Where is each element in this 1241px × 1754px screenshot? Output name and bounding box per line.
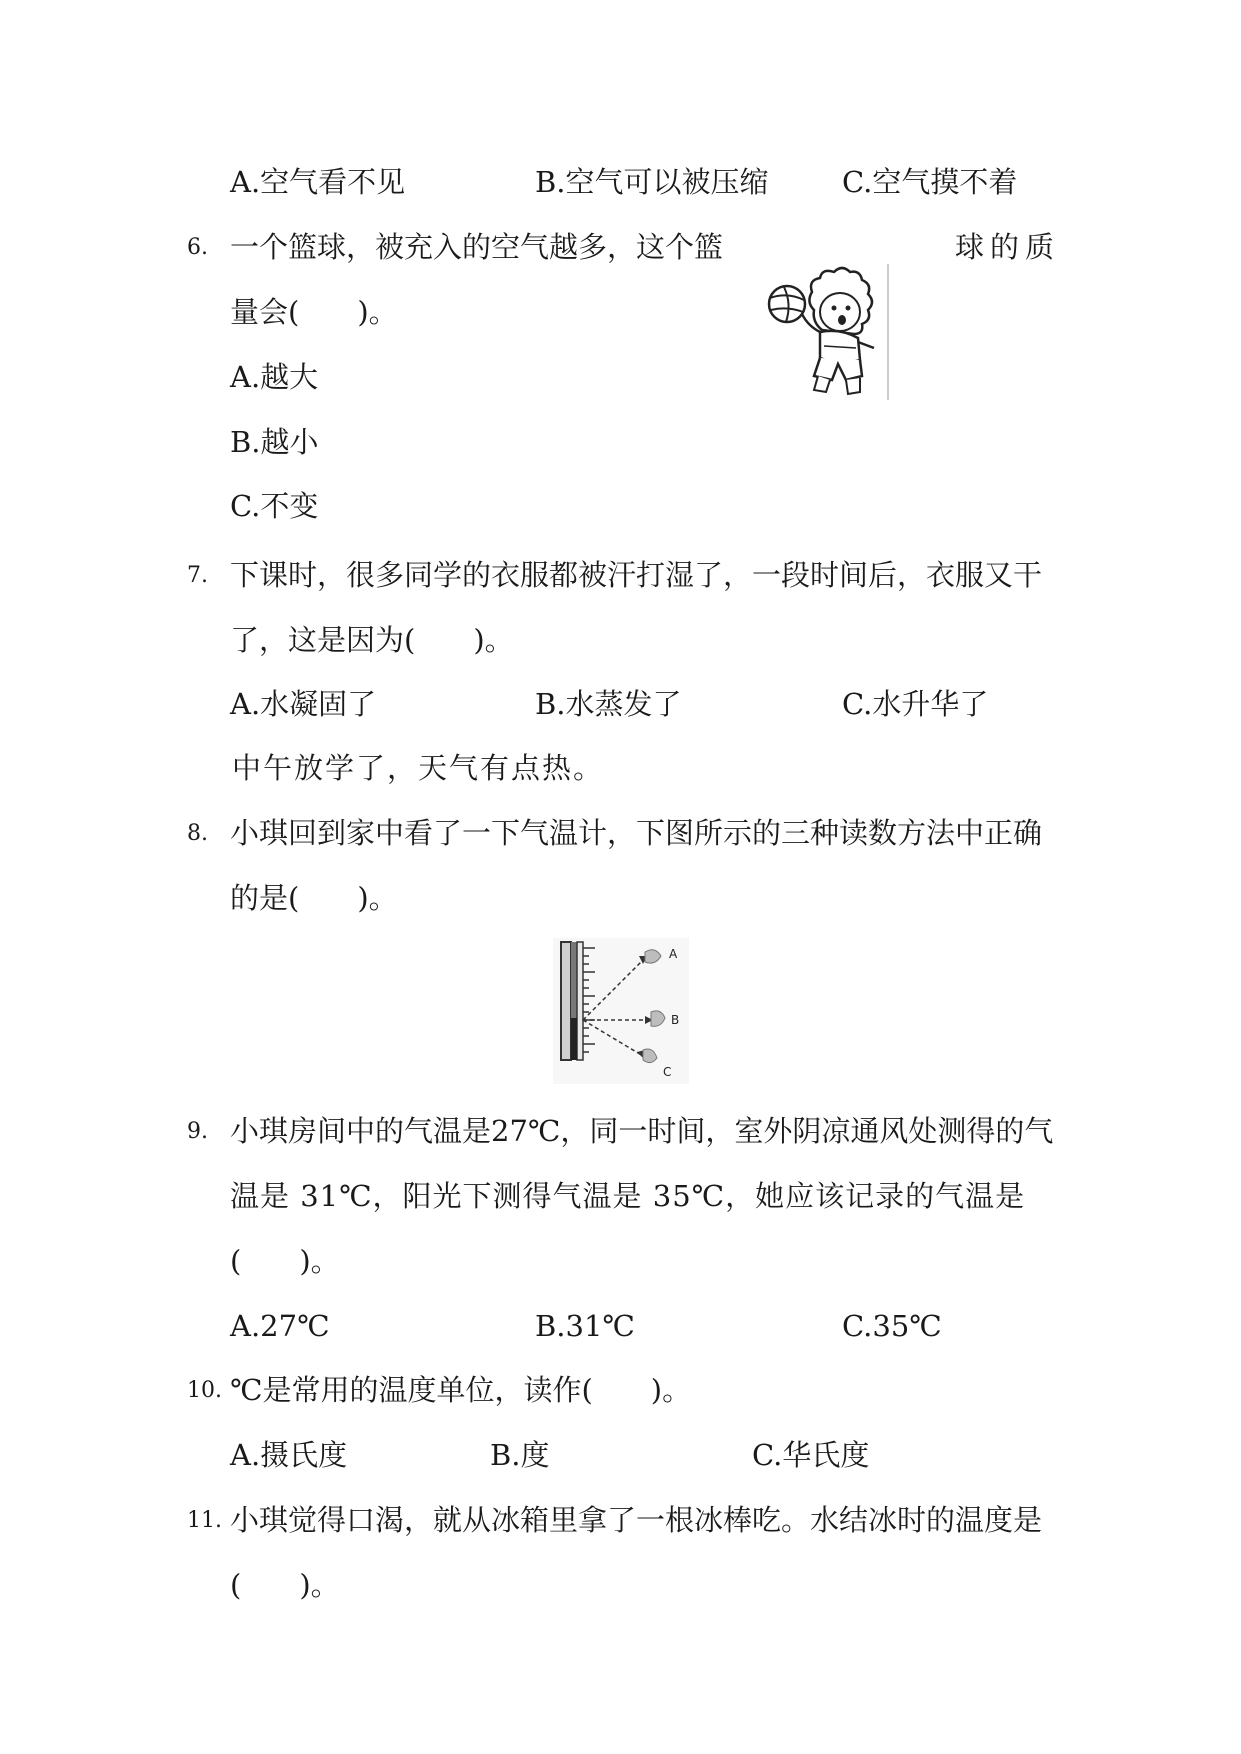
- q10-option-c: C.华氏度: [752, 1438, 870, 1472]
- q7-option-a: A.水凝固了: [230, 687, 377, 721]
- question-text-line: 了，这是因为( )。: [230, 623, 514, 657]
- q7-option-b: B.水蒸发了: [535, 687, 682, 721]
- question-text-line: 温是 31℃，阳光下测得气温是 35℃，她应该记录的气温是: [230, 1179, 1026, 1213]
- question-text-line: ℃是常用的温度单位，读作( )。: [230, 1373, 692, 1407]
- thermometer-reading-figure: [553, 938, 689, 1084]
- question-text-line: 小琪回到家中看了一下气温计，下图所示的三种读数方法中正确: [230, 816, 1043, 850]
- q10-option-a: A.摄氏度: [230, 1438, 348, 1472]
- question-text-line: 小琪觉得口渴，就从冰箱里拿了一根冰棒吃。水结冰时的温度是: [230, 1503, 1043, 1537]
- q6-option-c: C.不变: [230, 489, 319, 523]
- question-number: 7.: [187, 563, 208, 588]
- q7-option-c: C.水升华了: [842, 687, 989, 721]
- q9-option-a: A.27℃: [230, 1309, 330, 1343]
- figure-label-a: A: [669, 947, 678, 961]
- question-number: 6.: [187, 235, 208, 260]
- question-text-line: 一个篮球，被充入的空气越多，这个篮: [230, 230, 724, 264]
- question-number: 11.: [187, 1508, 222, 1533]
- question-text-line: 的是( )。: [230, 881, 398, 915]
- q9-option-c: C.35℃: [842, 1309, 942, 1343]
- q5-option-b: B.空气可以被压缩: [535, 165, 769, 199]
- scene-context-text: 中午放学了，天气有点热。: [232, 751, 605, 785]
- question-text-line: 小琪房间中的气温是27℃，同一时间，室外阴凉通风处测得的气: [230, 1114, 1054, 1148]
- question-text-line: ( )。: [230, 1244, 340, 1278]
- q5-option-a: A.空气看不见: [230, 165, 406, 199]
- child-basketball-illustration: [762, 262, 892, 402]
- q6-option-b: B.越小: [230, 425, 319, 459]
- question-text-line: ( )。: [230, 1568, 340, 1602]
- question-number: 9.: [187, 1119, 208, 1144]
- q6-option-a: A.越大: [230, 360, 319, 394]
- thermometer-reading-angles-figure: [553, 938, 689, 1084]
- question-text-line: 球的质: [955, 230, 1061, 264]
- question-number: 10.: [187, 1378, 222, 1403]
- question-text-line: 量会( )。: [230, 295, 398, 329]
- question-number: 8.: [187, 821, 208, 846]
- figure-label-c: C: [663, 1065, 672, 1079]
- q9-option-b: B.31℃: [535, 1309, 635, 1343]
- question-text-line: 下课时，很多同学的衣服都被汗打湿了，一段时间后，衣服又干: [230, 558, 1043, 592]
- q10-option-b: B.度: [490, 1438, 550, 1472]
- q5-option-c: C.空气摸不着: [842, 165, 1018, 199]
- figure-label-b: B: [671, 1013, 680, 1027]
